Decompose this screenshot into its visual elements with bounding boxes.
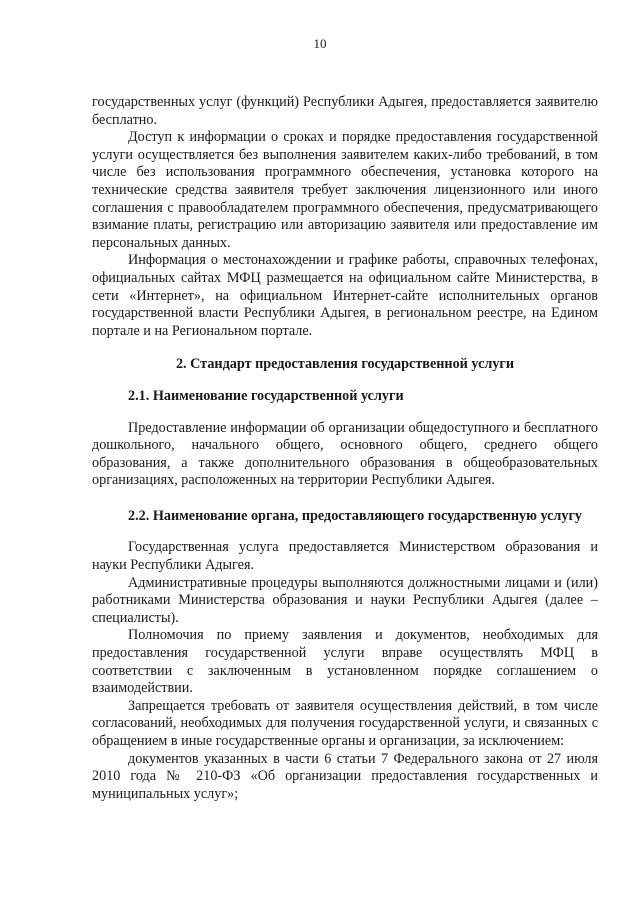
- paragraph-mfc-info: Информация о местонахождении и графике работы, справочных телефонах, официальных сайтах МФЦ размещается на официальном сайте Министерства, в сети «Интернет», на официальном Интернет-сайте исполнительных органов государственной власти Республики Адыгея, в региональном реестре, на Едином портале и на Региональном портале.: [92, 252, 598, 339]
- paragraph-ministry: Государственная услуга предоставляется Министерством образования и науки Республики Адыгея.: [92, 539, 598, 574]
- subsection-1-text: Предоставление информации об организации общедоступного и бесплатного дошкольного, начального общего, основного общего, среднего общего образования, а также дополнительного образования в общеобразовательных организациях, расположенных на территории Республики Адыгея.: [92, 419, 598, 489]
- paragraph-mfc-powers: Полномочия по приему заявления и документов, необходимых для предоставления государственной услуги вправе осуществлять МФЦ в соответствии с заключенным в установленном порядке соглашением о взаимодействии.: [92, 627, 598, 697]
- paragraph-access-info: Доступ к информации о сроках и порядке предоставления государственной услуги осуществляется без выполнения заявителем каких-либо требований, в том числе без использования программного обеспечения, установка которого на технические средства заявителя требует заключения лицензионного или иного соглашения с правообладателем программного обеспечения, предусматривающего взимание платы, регистрацию или авторизацию заявителя или предоставление им персональных данных.: [92, 129, 598, 251]
- document-body: [92, 94, 598, 803]
- paragraph-procedures: Административные процедуры выполняются должностными лицами и (или) работниками Министерства образования и науки Республики Адыгея (далее – специалисты).: [92, 574, 598, 626]
- subsection-2-title: 2.2. Наименование органа, предоставляющего государственную услугу: [128, 507, 583, 524]
- paragraph-documents: документов указанных в части 6 статьи 7 Федерального закона от 27 июля 2010 года № 210-ФЗ «Об организации предоставления государственных и муниципальных услуг»;: [92, 750, 598, 802]
- paragraph-continuation: государственных услуг (функций) Республики Адыгея, предоставляется заявителю бесплатно.: [92, 94, 598, 128]
- paragraph-prohibition: Запрещается требовать от заявителя осуществления действий, в том числе согласований, необходимых для получения государственной услуги, и связанных с обращением в иные государственные органы и организации, за исключением:: [92, 697, 598, 749]
- subsection-1-title: 2.1. Наименование государственной услуги: [128, 387, 404, 404]
- page-number: 10: [313, 36, 327, 51]
- section-title: 2. Стандарт предоставления государственной услуги: [175, 356, 515, 373]
